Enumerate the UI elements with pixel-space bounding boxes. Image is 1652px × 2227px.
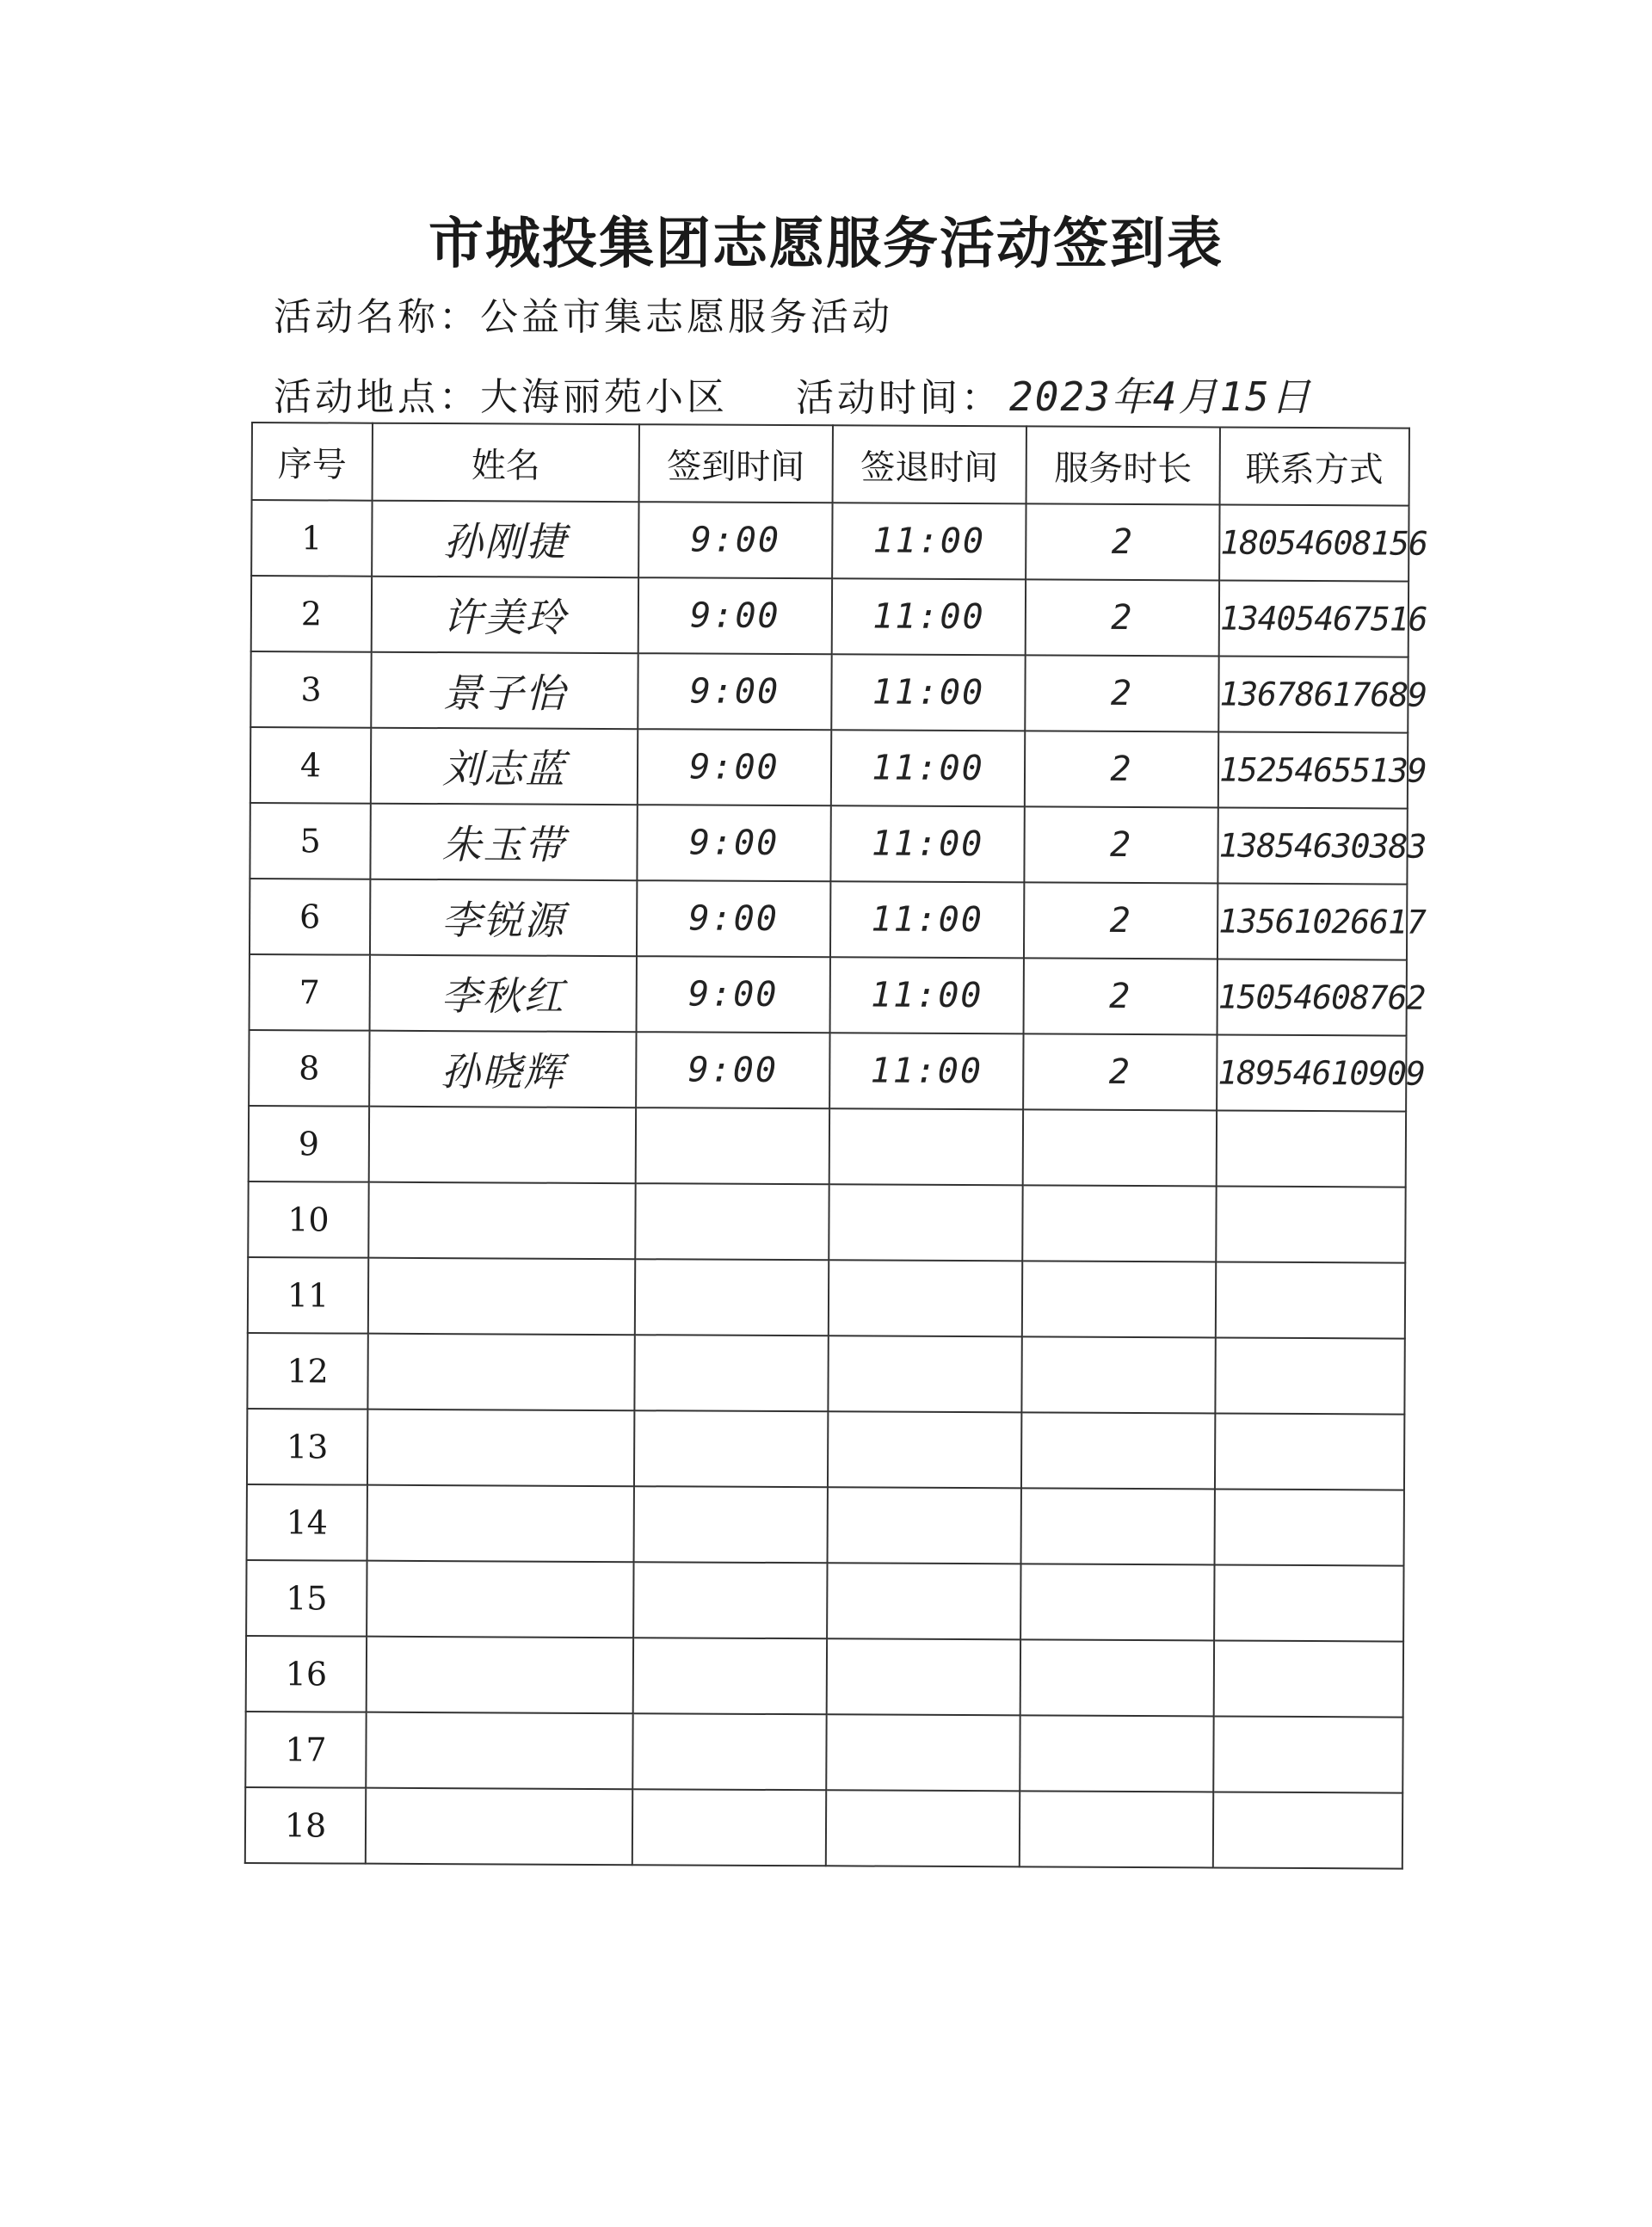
- cell-name-text: 朱玉带: [441, 821, 566, 868]
- cell-seq-text: 16: [285, 1655, 328, 1693]
- cell-sign-in: [638, 502, 832, 578]
- activity-location-line: [274, 366, 728, 421]
- cell-sign-in: [633, 1562, 827, 1638]
- cell-seq: [250, 727, 371, 804]
- cell-sign-out: [832, 503, 1026, 579]
- cell-seq-text: 3: [300, 670, 322, 709]
- cell-seq: [247, 1409, 367, 1485]
- cell-name: [367, 1410, 634, 1487]
- cell-name-text: 刘志蓝: [441, 745, 567, 793]
- cell-hours: [1026, 579, 1219, 656]
- cell-seq: [248, 1257, 368, 1334]
- cell-sign-out: [832, 578, 1026, 655]
- table-row: [248, 1181, 1405, 1263]
- cell-seq-text: 11: [287, 1276, 330, 1315]
- cell-contact: [1219, 581, 1427, 657]
- cell-hours-text: 2: [1108, 1052, 1131, 1093]
- cell-seq-text: 6: [299, 898, 321, 936]
- cell-contact-text: 15054608762: [1217, 978, 1426, 1017]
- cell-contact: [1217, 1110, 1406, 1187]
- cell-hours: [1021, 1488, 1215, 1564]
- cell-name-text: 许美玲: [442, 594, 568, 641]
- cell-seq: [251, 576, 372, 652]
- cell-sign-in: [638, 729, 831, 805]
- cell-sign-out: [827, 1638, 1020, 1715]
- cell-contact: [1218, 656, 1427, 732]
- cell-contact-text: 18954610909: [1217, 1053, 1426, 1093]
- cell-sign-out-text: 11:00: [872, 521, 986, 562]
- cell-sign-in-text: 9:00: [687, 1050, 779, 1090]
- cell-hours: [1024, 958, 1217, 1034]
- cell-seq: [249, 1030, 369, 1107]
- cell-sign-out: [830, 805, 1024, 882]
- cell-name: [371, 652, 638, 730]
- table-row: [251, 576, 1409, 657]
- table-row: [250, 879, 1407, 960]
- table-row: [248, 1257, 1405, 1339]
- cell-sign-in: [637, 956, 830, 1033]
- cell-contact: [1214, 1564, 1403, 1641]
- table-row: [249, 1106, 1406, 1188]
- cell-contact-text: 15254655139: [1218, 750, 1427, 790]
- activity-time-label: 活动时间：: [796, 376, 1002, 420]
- cell-seq: [247, 1484, 367, 1561]
- cell-sign-out-text: 11:00: [872, 748, 984, 789]
- cell-seq-text: 15: [286, 1579, 328, 1618]
- cell-sign-out: [828, 1487, 1021, 1564]
- cell-seq: [247, 1333, 367, 1410]
- activity-location-value: 大海丽苑小区: [480, 375, 728, 419]
- cell-sign-out: [826, 1790, 1020, 1866]
- cell-sign-out-text: 11:00: [871, 899, 983, 941]
- cell-sign-in: [638, 577, 832, 654]
- cell-seq: [251, 500, 372, 577]
- cell-sign-in: [635, 1183, 829, 1260]
- cell-sign-out: [830, 957, 1024, 1033]
- cell-name: [369, 1031, 636, 1108]
- cell-sign-out-text: 11:00: [872, 596, 985, 638]
- cell-name: [372, 501, 638, 578]
- cell-sign-out: [829, 1033, 1023, 1109]
- cell-contact: [1215, 1413, 1404, 1490]
- cell-name: [372, 577, 638, 654]
- cell-sign-in: [637, 805, 830, 881]
- cell-seq-text: 10: [287, 1200, 330, 1239]
- table-row: [250, 803, 1407, 885]
- cell-hours-text: 2: [1109, 976, 1132, 1017]
- cell-hours: [1025, 655, 1218, 731]
- cell-seq: [246, 1636, 367, 1712]
- header-seq: 序号: [252, 423, 373, 501]
- cell-name: [366, 1788, 632, 1866]
- cell-sign-in: [636, 1107, 829, 1184]
- cell-contact-text: 13678617689: [1219, 675, 1427, 714]
- table-header-row: [252, 423, 1409, 506]
- cell-sign-out: [829, 1108, 1023, 1185]
- cell-seq: [245, 1712, 366, 1788]
- cell-contact: [1219, 505, 1428, 582]
- cell-name: [367, 1637, 633, 1714]
- cell-seq: [250, 651, 371, 728]
- cell-hours-text: 2: [1109, 900, 1132, 941]
- cell-sign-in-text: 9:00: [689, 747, 780, 788]
- cell-seq-text: 17: [285, 1730, 327, 1769]
- cell-contact-text: 13854630383: [1218, 826, 1427, 866]
- cell-seq-text: 9: [298, 1125, 320, 1163]
- cell-contact: [1215, 1489, 1404, 1565]
- cell-contact-text: 13561026617: [1218, 902, 1426, 941]
- cell-sign-in: [636, 1032, 829, 1108]
- cell-sign-out: [828, 1411, 1021, 1488]
- cell-seq-text: 18: [284, 1806, 327, 1845]
- cell-contact: [1216, 1186, 1405, 1262]
- cell-name: [369, 1107, 636, 1184]
- cell-sign-in-text: 9:00: [688, 823, 780, 864]
- cell-hours: [1024, 806, 1217, 883]
- cell-contact: [1214, 1640, 1403, 1717]
- cell-hours-text: 2: [1111, 521, 1134, 563]
- cell-seq-text: 2: [300, 595, 323, 633]
- activity-name-line: [274, 286, 893, 341]
- cell-sign-out-text: 11:00: [870, 975, 983, 1016]
- table-row: [247, 1484, 1404, 1566]
- cell-contact: [1213, 1792, 1402, 1868]
- header-name: 姓名: [373, 423, 639, 503]
- cell-seq-text: 13: [286, 1428, 329, 1466]
- activity-date-value: 2023年4月15日: [1009, 373, 1312, 420]
- cell-name: [371, 728, 638, 805]
- table-row: [245, 1787, 1402, 1869]
- cell-hours: [1023, 1109, 1217, 1186]
- cell-name: [370, 804, 637, 881]
- cell-sign-out: [826, 1714, 1020, 1791]
- cell-name-text: 景子怡: [442, 669, 567, 717]
- activity-time-line: [796, 366, 1312, 423]
- table-row: [250, 651, 1408, 733]
- table-row: [246, 1560, 1403, 1642]
- cell-seq: [249, 1106, 369, 1182]
- cell-hours-text: 2: [1109, 824, 1133, 866]
- cell-name-text: 孙刚捷: [443, 518, 568, 565]
- cell-sign-out: [829, 1184, 1022, 1261]
- cell-seq-text: 4: [299, 746, 322, 785]
- cell-name: [368, 1182, 635, 1260]
- cell-sign-out: [827, 1563, 1020, 1639]
- cell-name-text: 李锐源: [441, 897, 566, 944]
- cell-sign-out: [828, 1336, 1021, 1412]
- cell-hours: [1024, 882, 1217, 959]
- cell-contact: [1217, 959, 1426, 1035]
- cell-sign-in: [634, 1335, 828, 1411]
- cell-seq: [250, 954, 370, 1031]
- cell-sign-in: [632, 1713, 826, 1790]
- cell-hours: [1022, 1261, 1216, 1337]
- table-row: [245, 1712, 1402, 1793]
- cell-hours: [1020, 1715, 1213, 1792]
- cell-hours: [1020, 1564, 1214, 1640]
- cell-hours: [1025, 731, 1218, 807]
- cell-name: [367, 1561, 633, 1638]
- cell-sign-in: [634, 1486, 828, 1563]
- header-contact: 联系方式: [1220, 428, 1409, 506]
- cell-contact-text: 13405467516: [1219, 599, 1427, 638]
- cell-seq-text: 8: [299, 1049, 320, 1088]
- cell-hours-text: 2: [1110, 749, 1133, 790]
- cell-sign-out: [831, 730, 1025, 806]
- cell-seq: [250, 803, 370, 879]
- cell-sign-in-text: 9:00: [689, 671, 780, 713]
- page-title: 市城投集团志愿服务活动签到表: [428, 212, 1224, 276]
- cell-seq-text: 14: [286, 1503, 329, 1542]
- cell-contact: [1217, 883, 1426, 959]
- cell-seq: [250, 879, 370, 955]
- cell-hours: [1021, 1412, 1215, 1489]
- cell-contact: [1217, 1034, 1426, 1111]
- cell-sign-in: [638, 653, 831, 730]
- header-sign-in: 签到时间: [639, 424, 833, 503]
- table-body: [245, 500, 1428, 1869]
- table-row: [247, 1333, 1404, 1415]
- cell-seq-text: 7: [299, 973, 320, 1012]
- cell-sign-in-text: 9:00: [690, 595, 780, 637]
- cell-hours-text: 2: [1110, 673, 1134, 714]
- cell-seq-text: 5: [299, 822, 321, 861]
- cell-name: [370, 955, 637, 1033]
- activity-location-label: 活动地点：: [274, 375, 480, 419]
- cell-hours: [1020, 1791, 1213, 1867]
- cell-sign-out: [829, 1260, 1022, 1336]
- cell-sign-in-text: 9:00: [687, 974, 779, 1015]
- table-row: [249, 1030, 1406, 1112]
- cell-seq: [246, 1560, 367, 1637]
- cell-sign-in-text: 9:00: [688, 898, 779, 940]
- cell-seq-text: 1: [301, 519, 323, 558]
- header-sign-out: 签退时间: [833, 425, 1026, 503]
- cell-name: [370, 879, 637, 957]
- cell-name: [366, 1712, 632, 1790]
- table-row: [251, 500, 1409, 582]
- cell-hours-text: 2: [1111, 597, 1134, 638]
- table-row: [246, 1636, 1403, 1718]
- cell-seq-text: 12: [287, 1352, 329, 1391]
- attendance-table: [244, 422, 1428, 1870]
- cell-contact: [1218, 731, 1427, 808]
- cell-sign-in: [632, 1789, 826, 1866]
- cell-name-text: 孙晓辉: [441, 1048, 565, 1095]
- table-row: [250, 954, 1407, 1036]
- cell-hours: [1026, 503, 1219, 580]
- cell-sign-in: [635, 1259, 829, 1336]
- activity-name-value: 公益市集志愿服务活动: [480, 295, 893, 339]
- cell-hours: [1022, 1185, 1216, 1262]
- cell-contact: [1216, 1262, 1405, 1338]
- cell-sign-out-text: 11:00: [871, 824, 984, 865]
- cell-sign-out-text: 11:00: [870, 1051, 983, 1092]
- header-hours: 服务时长: [1026, 426, 1220, 504]
- cell-sign-out-text: 11:00: [872, 672, 985, 713]
- table-row: [250, 727, 1408, 809]
- cell-name-text: 李秋红: [441, 972, 565, 1020]
- cell-contact-text: 18054608156: [1220, 523, 1428, 563]
- cell-sign-in-text: 9:00: [690, 520, 781, 561]
- cell-hours: [1020, 1639, 1214, 1716]
- cell-name: [367, 1334, 634, 1411]
- cell-sign-out: [831, 654, 1025, 731]
- cell-sign-in: [637, 880, 830, 957]
- cell-sign-in: [634, 1410, 828, 1487]
- cell-contact: [1213, 1716, 1402, 1792]
- cell-hours: [1023, 1033, 1217, 1110]
- cell-seq: [248, 1181, 368, 1258]
- cell-name: [367, 1485, 634, 1563]
- cell-sign-out: [830, 881, 1024, 958]
- cell-name: [368, 1258, 635, 1336]
- table-row: [247, 1409, 1404, 1490]
- cell-hours: [1021, 1336, 1215, 1413]
- activity-name-label: 活动名称：: [274, 295, 480, 339]
- cell-contact: [1215, 1337, 1404, 1414]
- cell-contact: [1217, 807, 1427, 884]
- cell-sign-in: [633, 1638, 827, 1714]
- cell-seq: [245, 1787, 366, 1864]
